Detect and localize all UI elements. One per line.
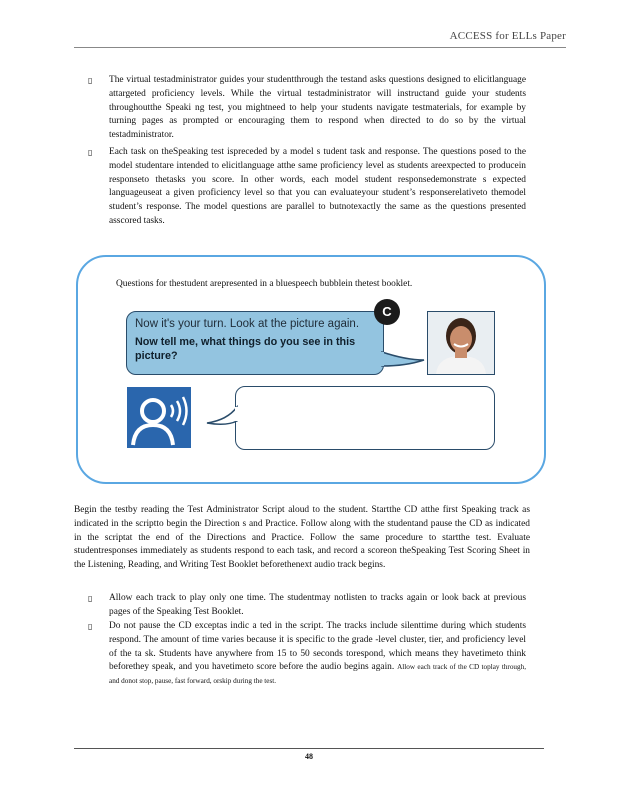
question-speech-bubble [126, 311, 384, 375]
speaking-student-icon [127, 387, 191, 448]
answer-speech-bubble [235, 386, 495, 450]
question-line-2: Now tell me, what things do you see in this picture? [135, 336, 356, 362]
bullet-model-student [88, 146, 526, 229]
bullet-mark: ▯ [88, 594, 93, 603]
procedure-paragraph: Begin the testby reading the Test Administrator Script aloud to the student. Startthe CD atthe first Speaking track as indicated in the scriptto begin the Direction s and Practice. Follow along with the studentand pause the CD as indicated in the scriptat the end of the Directions and Practice. Follow the same procedure to startthe test. Evaluate studentresponses immediately as students respond to each task, and record a scoreon theSpeaking Test Scoring Sheet in the Listening, Reading, and Writing Test Booklet beforethenext audio track begins. [74, 505, 530, 571]
bullet-play-once [88, 592, 526, 620]
bullet-do-not-pause [88, 620, 526, 689]
page-number: 48 [305, 752, 313, 761]
bullet-mark: ▯ [88, 148, 93, 157]
answer-bubble-tail [205, 405, 239, 431]
bullet-small-text: Allow each track of the CD toplay through, and donot stop, pause, fast forward, orskip during the test. [109, 663, 526, 686]
student-photo-icon [427, 311, 495, 375]
bullet-text: Allow each track to play only one time. The studentmay notlisten to tracks again or look back at previous pages of the Speaking Test Booklet. [109, 593, 526, 617]
header-rule [74, 47, 566, 48]
bullet-mark: ▯ [88, 622, 93, 631]
bullet-text: Do not pause the CD exceptas indic a ted in the script. The tracks include silenttime during which students respond. The amount of time varies because it is specific to the grade -level cluster, tier, and proficiency level of the ta sk. Students have anywhere from 15 to 50 seconds torespond, which means they havetimeto think beforethey speak, and you havetimeto score before the audio begins again. [109, 621, 526, 673]
figure-caption: Questions for thestudent arepresented in a bluespeech bubblein thetest booklet. [116, 279, 413, 289]
question-bubble-tail [380, 340, 426, 370]
task-c-badge: C [374, 299, 400, 325]
bullet-text: The virtual testadministrator guides your studentthrough the testand asks questions designed to elicitlanguage attargeted proficiency levels. While the virtual testadministrator will instructand guide your students throughoutthe Speaki ng test, you mightneed to help your students navigate testmaterials, for example by turning pages as prompted or encouraging them to respond when directed to do so by the virtual testadministrator. [109, 75, 526, 141]
bullet-text: Each task on theSpeaking test ispreceded by a model s tudent task and response. The questions posed to the model studentare intended to elicitlanguage atthe same proficiency level as students areexpected to producein responseto thetasks you score. In other words, each model student responsedemonstrate s expected languageuseat a given proficiency level so that you can evaluateyour student’s responserelativeto themodel student’s response. The model questions are parallel to butnotexactly the same as the questions presented asscored tasks. [109, 147, 526, 226]
running-header: ACCESS for ELLs Paper [449, 30, 566, 42]
bullet-mark: ▯ [88, 76, 93, 85]
bullet-virtual-administrator [88, 74, 526, 143]
footer-rule [74, 748, 544, 749]
question-line-1: Now it's your turn. Look at the picture again. [135, 318, 360, 330]
